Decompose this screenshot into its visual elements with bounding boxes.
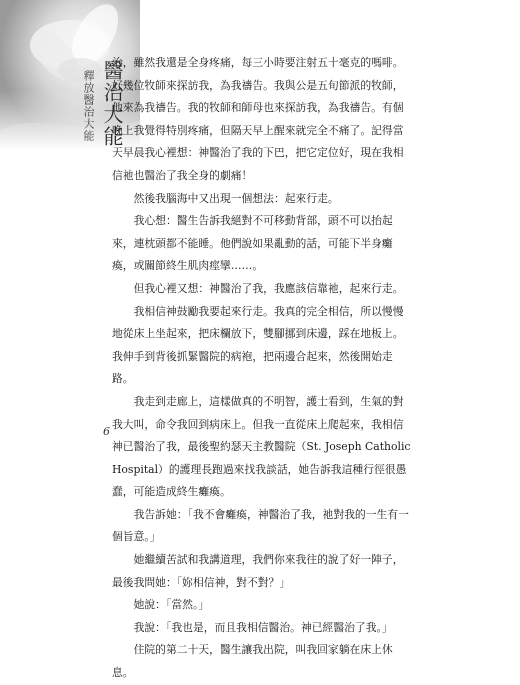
paragraph: 住院的第二十天，醫生讓我出院，叫我回家躺在床上休息。: [112, 643, 393, 680]
body-text: [112, 52, 412, 685]
page-number: 6: [103, 425, 110, 438]
paragraph: 我走到走廊上，這樣做真的不明智，護士看到，生氣的對我大叫，命令我回到病床上。但我一直從床上爬起來，我相信神已醫治了我，最後聖約瑟天主教醫院（St. Joseph Catholic Hospital）的護理長跑過來找我談話，她告訴我這種行徑很愚蠢，可能造成終生癱瘓。: [112, 394, 411, 499]
paragraph: 我相信神鼓勵我要起來行走。我真的完全相信，所以慢慢地從床上坐起來，把床欄放下，雙腳挪到床邊，踩在地板上。我伸手到背後抓緊醫院的病袍，把兩邊合起來，然後開始走路。: [112, 304, 404, 386]
paragraph: 然後我腦海中又出現一個想法：起來行走。: [133, 191, 339, 205]
paragraph: 但我心裡又想：神醫治了我，我應該信靠祂，起來行走。: [133, 281, 404, 295]
book-title: 醫治大能: [100, 60, 124, 148]
paragraph: 治，雖然我還是全身疼痛，每三小時要注射五十毫克的嗎啡。好幾位牧師來探訪我，為我禱告。我與公是五旬節派的牧師，他來為我禱告。我的牧師和師母也來探訪我，為我禱告。有個晚上我覺得特別疼痛，但隔天早上醒來就完全不痛了。記得當天早晨我心裡想：神醫治了我的下巴，把它定位好，現在我相信祂也醫治了我全身的劇痛！: [112, 56, 404, 182]
paragraph: 我告訴她：「我不會癱瘓，神醫治了我，祂對我的一生有一個旨意。」: [112, 507, 409, 544]
paragraph: 她說：「當然。」: [133, 598, 210, 612]
paragraph: 我說：「我也是，而且我相信醫治。神已經醫治了我。」: [133, 620, 393, 634]
book-subtitle: 釋放醫治大能: [82, 70, 95, 142]
paragraph: 我心想：醫生告訴我絕對不可移動背部，頭不可以抬起來，連枕頭都不能睡。他們說如果亂動的話，可能下半身癱瘓，或關節終生肌肉痙攣……。: [112, 214, 393, 273]
paragraph: 她繼續苦試和我講道理，我們你來我往的說了好一陣子，最後我問她：「妳相信神，對不對？」: [112, 553, 404, 589]
